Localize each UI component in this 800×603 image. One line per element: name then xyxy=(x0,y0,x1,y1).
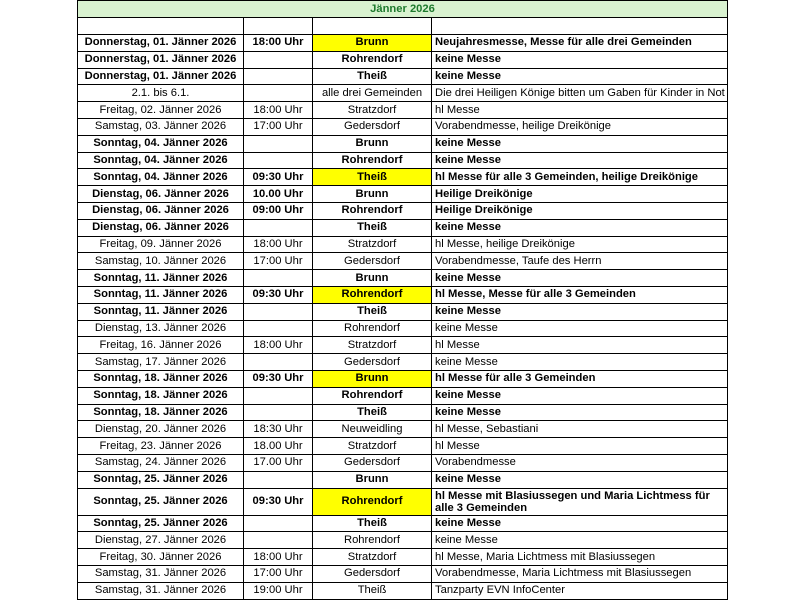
date-cell: Samstag, 03. Jänner 2026 xyxy=(78,118,244,135)
time-cell xyxy=(244,515,313,532)
empty-cell xyxy=(78,18,244,35)
time-cell xyxy=(244,219,313,236)
date-cell: Freitag, 30. Jänner 2026 xyxy=(78,549,244,566)
description-cell: keine Messe xyxy=(432,135,728,152)
time-cell: 09:00 Uhr xyxy=(244,202,313,219)
time-cell xyxy=(244,85,313,102)
date-cell: Samstag, 31. Jänner 2026 xyxy=(78,582,244,599)
month-header-row xyxy=(78,1,728,18)
place-cell: Stratzdorf xyxy=(313,102,432,119)
description-cell: keine Messe xyxy=(432,404,728,421)
place-cell: Rohrendorf xyxy=(313,320,432,337)
date-cell: Sonntag, 11. Jänner 2026 xyxy=(78,270,244,287)
schedule-row xyxy=(78,169,728,186)
schedule-row xyxy=(78,565,728,582)
place-cell: Stratzdorf xyxy=(313,438,432,455)
time-cell xyxy=(244,404,313,421)
description-cell: hl Messe mit Blasiussegen und Maria Lichtmess für alle 3 Gemeinden xyxy=(432,488,728,515)
time-cell xyxy=(244,51,313,68)
description-cell: hl Messe xyxy=(432,102,728,119)
place-cell: Stratzdorf xyxy=(313,549,432,566)
date-cell: Sonntag, 11. Jänner 2026 xyxy=(78,286,244,303)
schedule-row xyxy=(78,421,728,438)
time-cell xyxy=(244,354,313,371)
description-cell: keine Messe xyxy=(432,219,728,236)
place-cell: Gedersdorf xyxy=(313,253,432,270)
place-cell: Rohrendorf xyxy=(313,152,432,169)
date-cell: Samstag, 24. Jänner 2026 xyxy=(78,454,244,471)
place-cell: Gedersdorf xyxy=(313,454,432,471)
time-cell: 18:30 Uhr xyxy=(244,421,313,438)
month-title: Jänner 2026 xyxy=(78,1,728,18)
place-cell: Gedersdorf xyxy=(313,354,432,371)
description-cell: keine Messe xyxy=(432,515,728,532)
time-cell xyxy=(244,303,313,320)
schedule-row xyxy=(78,354,728,371)
schedule-row xyxy=(78,202,728,219)
time-cell: 09:30 Uhr xyxy=(244,370,313,387)
schedule-sheet xyxy=(77,0,727,600)
schedule-row xyxy=(78,471,728,488)
date-cell: Dienstag, 06. Jänner 2026 xyxy=(78,186,244,203)
schedule-row xyxy=(78,85,728,102)
description-cell: keine Messe xyxy=(432,51,728,68)
time-cell: 18:00 Uhr xyxy=(244,236,313,253)
time-cell: 18.00 Uhr xyxy=(244,438,313,455)
date-cell: 2.1. bis 6.1. xyxy=(78,85,244,102)
schedule-row xyxy=(78,51,728,68)
place-cell: Gedersdorf xyxy=(313,565,432,582)
time-cell: 09:30 Uhr xyxy=(244,169,313,186)
description-cell: keine Messe xyxy=(432,320,728,337)
description-cell: hl Messe, heilige Dreikönige xyxy=(432,236,728,253)
description-cell: keine Messe xyxy=(432,270,728,287)
time-cell xyxy=(244,68,313,85)
time-cell xyxy=(244,320,313,337)
place-cell: Theiß xyxy=(313,219,432,236)
time-cell xyxy=(244,532,313,549)
date-cell: Sonntag, 18. Jänner 2026 xyxy=(78,370,244,387)
date-cell: Sonntag, 04. Jänner 2026 xyxy=(78,135,244,152)
schedule-row xyxy=(78,387,728,404)
time-cell: 18:00 Uhr xyxy=(244,337,313,354)
place-cell: Brunn xyxy=(313,370,432,387)
description-cell: keine Messe xyxy=(432,68,728,85)
description-cell: Die drei Heiligen Könige bitten um Gaben für Kinder in Not xyxy=(432,85,728,102)
schedule-row xyxy=(78,270,728,287)
date-cell: Samstag, 31. Jänner 2026 xyxy=(78,565,244,582)
date-cell: Freitag, 02. Jänner 2026 xyxy=(78,102,244,119)
description-cell: Vorabendmesse, Taufe des Herrn xyxy=(432,253,728,270)
schedule-row xyxy=(78,236,728,253)
time-cell: 18:00 Uhr xyxy=(244,35,313,52)
time-cell: 09:30 Uhr xyxy=(244,488,313,515)
description-cell: Neujahresmesse, Messe für alle drei Gemeinden xyxy=(432,35,728,52)
time-cell xyxy=(244,471,313,488)
date-cell: Sonntag, 18. Jänner 2026 xyxy=(78,404,244,421)
time-cell: 18:00 Uhr xyxy=(244,549,313,566)
date-cell: Donnerstag, 01. Jänner 2026 xyxy=(78,51,244,68)
place-cell: Theiß xyxy=(313,68,432,85)
description-cell: hl Messe für alle 3 Gemeinden, heilige Dreikönige xyxy=(432,169,728,186)
place-cell: alle drei Gemeinden xyxy=(313,85,432,102)
schedule-row xyxy=(78,404,728,421)
date-cell: Sonntag, 04. Jänner 2026 xyxy=(78,169,244,186)
description-cell: hl Messe, Maria Lichtmess mit Blasiussegen xyxy=(432,549,728,566)
schedule-row xyxy=(78,438,728,455)
place-cell: Brunn xyxy=(313,135,432,152)
date-cell: Donnerstag, 01. Jänner 2026 xyxy=(78,35,244,52)
time-cell xyxy=(244,270,313,287)
description-cell: Vorabendmesse, Maria Lichtmess mit Blasiussegen xyxy=(432,565,728,582)
empty-cell xyxy=(244,18,313,35)
place-cell: Brunn xyxy=(313,471,432,488)
description-cell: hl Messe, Sebastiani xyxy=(432,421,728,438)
description-cell: Vorabendmesse xyxy=(432,454,728,471)
description-cell: Vorabendmesse, heilige Dreikönige xyxy=(432,118,728,135)
description-cell: keine Messe xyxy=(432,354,728,371)
date-cell: Freitag, 23. Jänner 2026 xyxy=(78,438,244,455)
place-cell: Rohrendorf xyxy=(313,202,432,219)
time-cell: 17.00 Uhr xyxy=(244,454,313,471)
schedule-row xyxy=(78,253,728,270)
description-cell: Tanzparty EVN InfoCenter xyxy=(432,582,728,599)
place-cell: Theiß xyxy=(313,303,432,320)
place-cell: Stratzdorf xyxy=(313,337,432,354)
schedule-row xyxy=(78,488,728,515)
date-cell: Sonntag, 25. Jänner 2026 xyxy=(78,471,244,488)
date-cell: Dienstag, 06. Jänner 2026 xyxy=(78,219,244,236)
place-cell: Stratzdorf xyxy=(313,236,432,253)
schedule-row xyxy=(78,515,728,532)
time-cell xyxy=(244,152,313,169)
place-cell: Theiß xyxy=(313,582,432,599)
description-cell: keine Messe xyxy=(432,471,728,488)
place-cell: Rohrendorf xyxy=(313,51,432,68)
date-cell: Sonntag, 11. Jänner 2026 xyxy=(78,303,244,320)
schedule-row xyxy=(78,102,728,119)
place-cell: Rohrendorf xyxy=(313,532,432,549)
schedule-row xyxy=(78,337,728,354)
time-cell: 17:00 Uhr xyxy=(244,118,313,135)
schedule-row xyxy=(78,68,728,85)
date-cell: Dienstag, 13. Jänner 2026 xyxy=(78,320,244,337)
time-cell: 09:30 Uhr xyxy=(244,286,313,303)
schedule-row xyxy=(78,303,728,320)
description-cell: keine Messe xyxy=(432,152,728,169)
schedule-row xyxy=(78,454,728,471)
schedule-row xyxy=(78,286,728,303)
time-cell: 19:00 Uhr xyxy=(244,582,313,599)
date-cell: Samstag, 10. Jänner 2026 xyxy=(78,253,244,270)
place-cell: Rohrendorf xyxy=(313,488,432,515)
time-cell: 10.00 Uhr xyxy=(244,186,313,203)
date-cell: Sonntag, 25. Jänner 2026 xyxy=(78,488,244,515)
time-cell: 18:00 Uhr xyxy=(244,102,313,119)
description-cell: Heilige Dreikönige xyxy=(432,186,728,203)
date-cell: Dienstag, 20. Jänner 2026 xyxy=(78,421,244,438)
empty-row xyxy=(78,18,728,35)
date-cell: Sonntag, 25. Jänner 2026 xyxy=(78,515,244,532)
schedule-row xyxy=(78,320,728,337)
place-cell: Brunn xyxy=(313,270,432,287)
description-cell: keine Messe xyxy=(432,387,728,404)
schedule-row xyxy=(78,582,728,599)
time-cell: 17:00 Uhr xyxy=(244,253,313,270)
date-cell: Sonntag, 18. Jänner 2026 xyxy=(78,387,244,404)
place-cell: Brunn xyxy=(313,35,432,52)
schedule-row xyxy=(78,532,728,549)
description-cell: Heilige Dreikönige xyxy=(432,202,728,219)
description-cell: hl Messe, Messe für alle 3 Gemeinden xyxy=(432,286,728,303)
time-cell: 17:00 Uhr xyxy=(244,565,313,582)
empty-cell xyxy=(432,18,728,35)
time-cell xyxy=(244,135,313,152)
schedule-table xyxy=(77,0,728,600)
schedule-row xyxy=(78,118,728,135)
description-cell: hl Messe xyxy=(432,438,728,455)
date-cell: Donnerstag, 01. Jänner 2026 xyxy=(78,68,244,85)
place-cell: Theiß xyxy=(313,169,432,186)
description-cell: hl Messe xyxy=(432,337,728,354)
time-cell xyxy=(244,387,313,404)
date-cell: Dienstag, 27. Jänner 2026 xyxy=(78,532,244,549)
schedule-row xyxy=(78,152,728,169)
place-cell: Neuweidling xyxy=(313,421,432,438)
place-cell: Rohrendorf xyxy=(313,286,432,303)
description-cell: hl Messe für alle 3 Gemeinden xyxy=(432,370,728,387)
date-cell: Freitag, 09. Jänner 2026 xyxy=(78,236,244,253)
place-cell: Rohrendorf xyxy=(313,387,432,404)
description-cell: keine Messe xyxy=(432,532,728,549)
description-cell: keine Messe xyxy=(432,303,728,320)
date-cell: Dienstag, 06. Jänner 2026 xyxy=(78,202,244,219)
schedule-row xyxy=(78,186,728,203)
date-cell: Samstag, 17. Jänner 2026 xyxy=(78,354,244,371)
place-cell: Theiß xyxy=(313,515,432,532)
date-cell: Freitag, 16. Jänner 2026 xyxy=(78,337,244,354)
schedule-row xyxy=(78,135,728,152)
place-cell: Brunn xyxy=(313,186,432,203)
date-cell: Sonntag, 04. Jänner 2026 xyxy=(78,152,244,169)
schedule-row xyxy=(78,370,728,387)
schedule-row xyxy=(78,35,728,52)
schedule-row xyxy=(78,549,728,566)
place-cell: Gedersdorf xyxy=(313,118,432,135)
schedule-row xyxy=(78,219,728,236)
place-cell: Theiß xyxy=(313,404,432,421)
empty-cell xyxy=(313,18,432,35)
